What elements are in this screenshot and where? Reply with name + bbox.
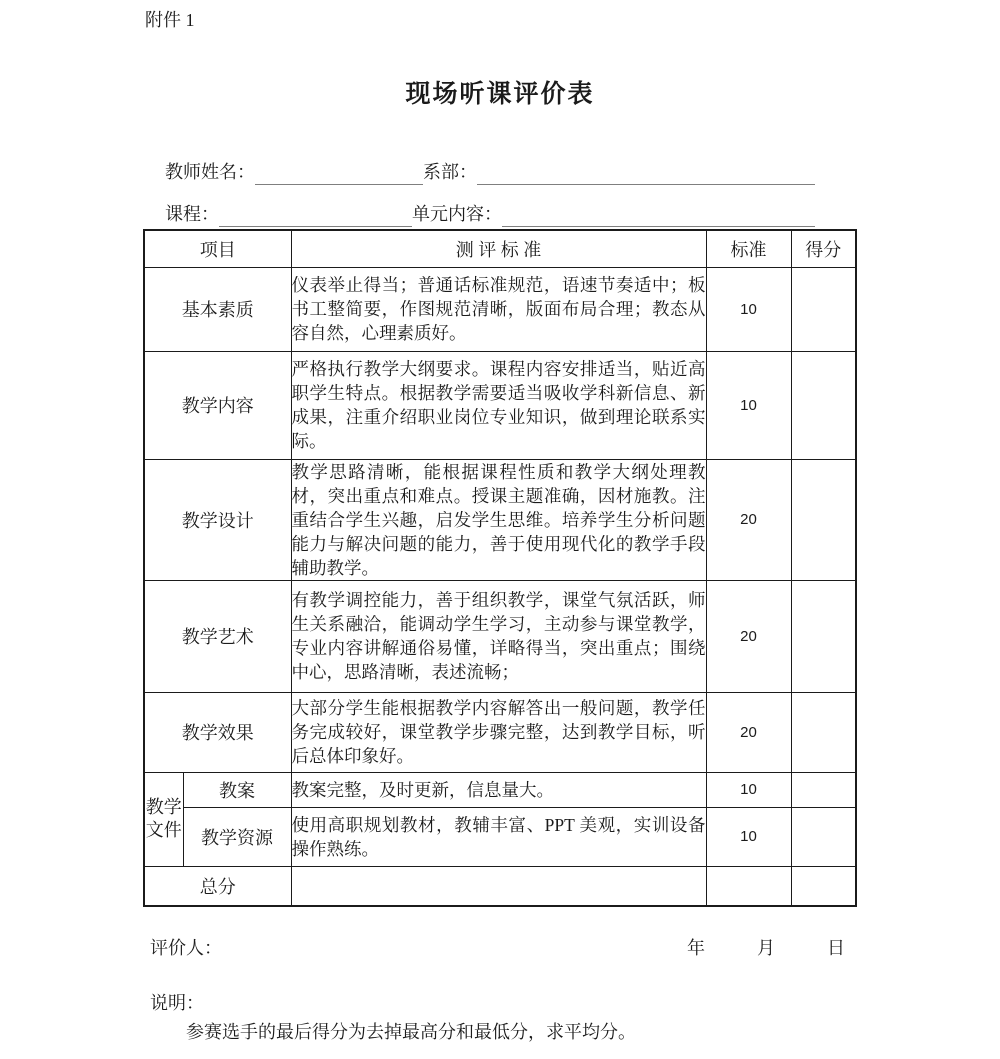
table-row [144,267,856,351]
table-row [144,807,856,866]
score-cell [791,692,856,772]
unit-content-label: 单元内容： [412,204,502,224]
page-title: 现场听课评价表 [405,81,595,108]
note-title: 说明： [150,993,204,1013]
score-cell [791,772,856,807]
note-text: 参赛选手的最后得分为去掉最高分和最低分，求平均分。 [186,1022,636,1042]
signature-row [150,934,845,960]
item-cell: 基本素质 [144,267,291,351]
table-row [144,580,856,692]
standard-cell: 20 [706,692,791,772]
header-standard: 标准 [706,230,791,267]
total-standard-cell [706,866,791,906]
header-fields [165,155,815,227]
standard-cell: 20 [706,459,791,580]
criteria-cell: 大部分学生能根据教学内容解答出一般问题，教学任务完成较好，课堂教学步骤完整，达到教学目标，听后总体印象好。 [291,692,706,772]
sub-item-cell: 教学资源 [183,807,291,866]
table-row [144,459,856,580]
group-item-cell: 教学文件 [144,772,183,866]
evaluator-label: 评价人： [150,938,222,958]
course-blank [219,202,412,227]
total-score-cell [791,866,856,906]
table-row [144,692,856,772]
criteria-cell: 教案完整，及时更新，信息量大。 [291,772,706,807]
header-item: 项目 [144,230,291,267]
score-cell [791,351,856,459]
item-cell: 教学艺术 [144,580,291,692]
evaluation-table [143,229,857,907]
header-score: 得分 [791,230,856,267]
department-blank [477,160,815,185]
header-criteria: 测 评 标 准 [291,230,706,267]
item-cell: 教学效果 [144,692,291,772]
standard-cell: 10 [706,267,791,351]
score-cell [791,580,856,692]
standard-cell: 20 [706,580,791,692]
date-fields [687,934,845,960]
department-label: 系部： [423,162,477,182]
score-cell [791,267,856,351]
score-cell [791,459,856,580]
criteria-cell: 使用高职规划教材，教辅丰富、PPT 美观，实训设备操作熟练。 [291,807,706,866]
item-cell: 教学内容 [144,351,291,459]
criteria-cell: 严格执行教学大纲要求。课程内容安排适当，贴近高职学生特点。根据教学需要适当吸收学科新信息、新成果，注重介绍职业岗位专业知识，做到理论联系实际。 [291,351,706,459]
year-label: 年 [687,938,705,958]
table-row [144,351,856,459]
item-cell: 教学设计 [144,459,291,580]
month-label: 月 [757,938,775,958]
field-line-2 [165,197,815,227]
table-header-row [144,230,856,267]
criteria-cell: 有教学调控能力，善于组织教学，课堂气氛活跃，师生关系融洽，能调动学生学习，主动参与课堂教学，专业内容讲解通俗易懂，详略得当，突出重点；围绕中心，思路清晰，表述流畅； [291,580,706,692]
course-label: 课程： [165,204,219,224]
sub-item-cell: 教案 [183,772,291,807]
criteria-cell: 教学思路清晰，能根据课程性质和教学大纲处理教材，突出重点和难点。授课主题准确，因材施教。注重结合学生兴趣，启发学生思维。培养学生分析问题能力与解决问题的能力，善于使用现代化的教学手段辅助教学。 [291,459,706,580]
day-label: 日 [827,938,845,958]
criteria-cell: 仪表举止得当；普通话标准规范，语速节奏适中；板书工整简要，作图规范清晰，版面布局合理；教态从容自然，心理素质好。 [291,267,706,351]
standard-cell: 10 [706,807,791,866]
teacher-name-blank [255,160,423,185]
total-row [144,866,856,906]
teacher-name-label: 教师姓名： [165,162,255,182]
table-row [144,772,856,807]
standard-cell: 10 [706,772,791,807]
total-label-cell: 总分 [144,866,291,906]
score-cell [791,807,856,866]
standard-cell: 10 [706,351,791,459]
unit-content-blank [502,202,815,227]
attachment-label: 附件 1 [145,10,195,30]
field-line-1 [165,155,815,185]
total-criteria-cell [291,866,706,906]
